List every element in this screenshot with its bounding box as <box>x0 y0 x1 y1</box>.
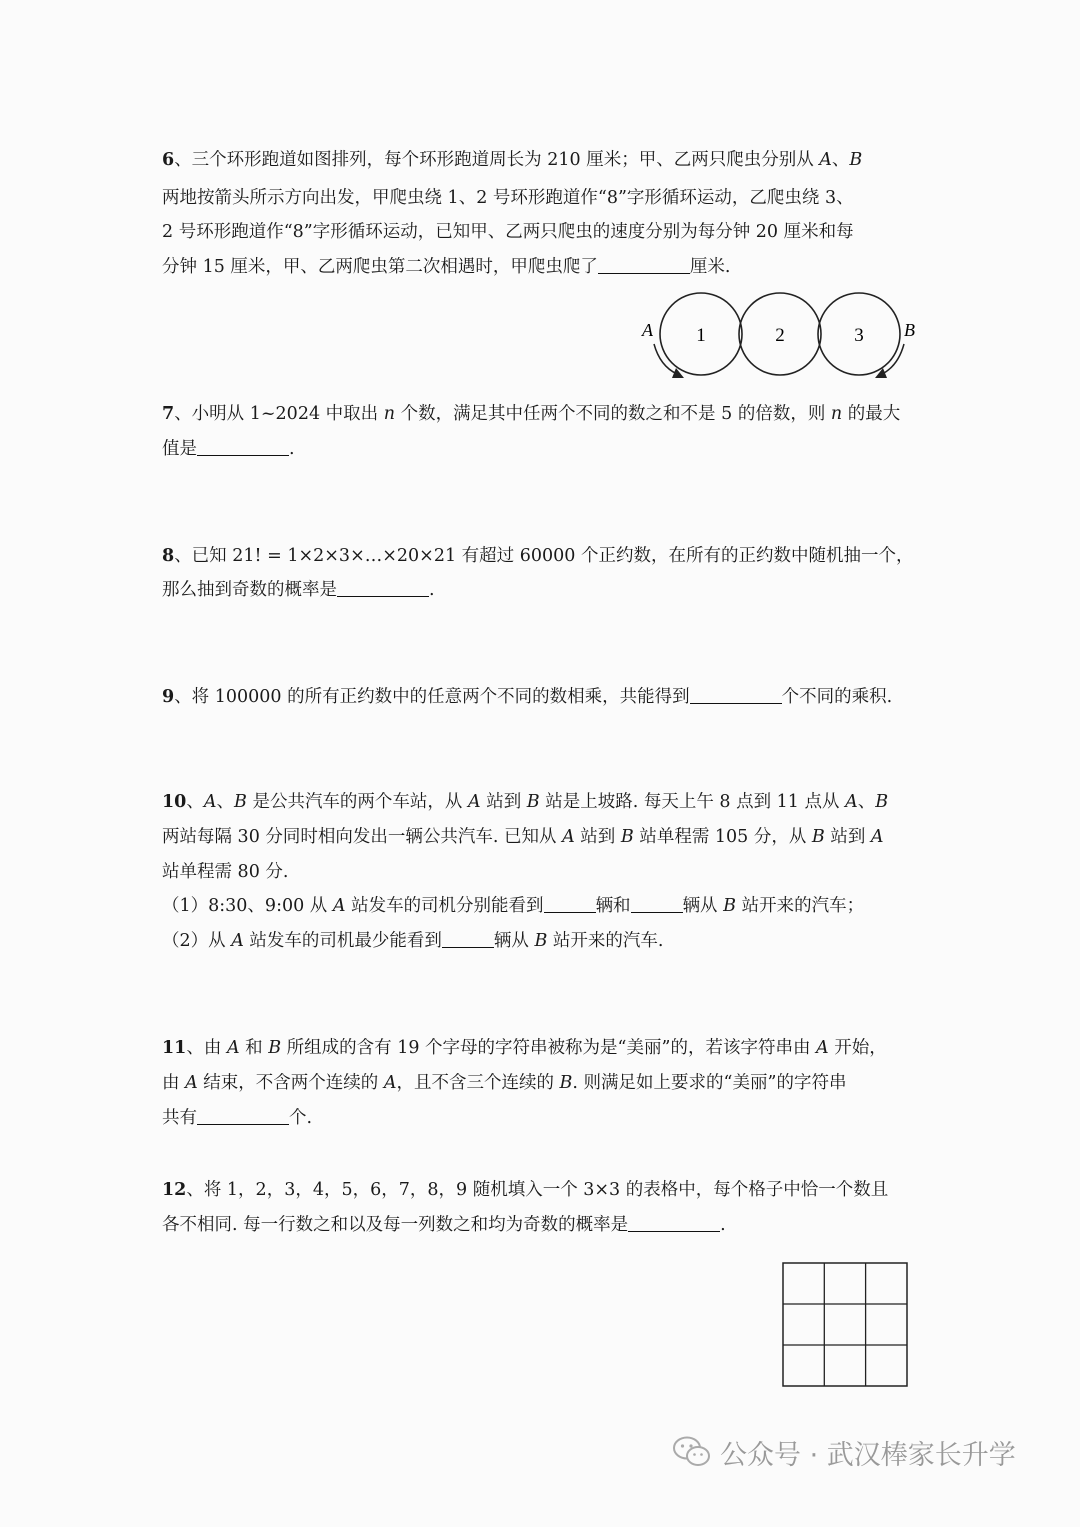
var-n: n <box>383 404 395 424</box>
q10-text: 站单程需 80 分. <box>162 862 289 882</box>
q10-text: 、 <box>216 792 234 812</box>
q12-text: . <box>720 1215 726 1235</box>
q7-line-2 <box>162 437 922 461</box>
var-b: B <box>849 150 863 170</box>
q10-text: （2）从 <box>162 931 232 951</box>
q7-text: 、小明从 1~2024 中取出 <box>174 404 384 424</box>
arrow-b-icon <box>882 344 904 374</box>
answer-blank[interactable] <box>337 578 429 597</box>
grid-figure <box>782 1262 910 1388</box>
var-b: B <box>526 792 540 812</box>
q8-line-1 <box>162 544 922 568</box>
q11-text: 、由 <box>186 1038 227 1058</box>
var-a: A <box>870 827 884 847</box>
var-b: B <box>268 1038 282 1058</box>
var-a: A <box>845 792 858 812</box>
q8-line-2 <box>162 578 922 602</box>
q12-line-2 <box>162 1213 922 1237</box>
q10-number: 10 <box>162 792 187 812</box>
q9-text: 个不同的乘积. <box>781 687 893 707</box>
q11-text: 个. <box>289 1108 313 1128</box>
var-n: n <box>830 404 843 424</box>
q7-line-1 <box>162 402 922 426</box>
var-a: A <box>332 896 346 916</box>
q10-text: 站到 <box>824 827 871 847</box>
point-b-label: B <box>904 320 915 340</box>
q9-text: 、将 100000 的所有正约数中的任意两个不同的数相乘，共能得到 <box>174 687 690 707</box>
q11-text: 共有 <box>162 1108 197 1128</box>
q10-part-2 <box>162 929 922 953</box>
q12-number: 12 <box>162 1180 187 1200</box>
circle-label-3: 3 <box>854 325 864 346</box>
q7-text: 的最大 <box>842 404 901 424</box>
var-a: A <box>468 792 481 812</box>
q7-text: 值是 <box>162 439 197 459</box>
answer-blank[interactable] <box>197 1106 289 1125</box>
q11-text: 结束，不含两个连续的 <box>197 1073 384 1093</box>
q6-text: 分钟 15 厘米，甲、乙两爬虫第二次相遇时，甲爬虫爬了 <box>162 257 598 277</box>
q8-text: 、已知 21! = 1×2×3×…×20×21 有超过 60000 个正约数，在所有的正约数中随机抽一个， <box>174 546 914 566</box>
q6-line-1 <box>162 148 922 172</box>
answer-blank[interactable] <box>631 894 683 913</box>
q7-text: . <box>289 439 295 459</box>
var-a: A <box>203 792 217 812</box>
q8-number: 8 <box>162 546 175 566</box>
grid-outline <box>783 1263 907 1386</box>
q10-text: 辆从 <box>682 896 724 916</box>
q11-line-3 <box>162 1106 922 1130</box>
answer-blank[interactable] <box>598 255 690 274</box>
var-a: A <box>383 1073 397 1093</box>
q11-line-2 <box>162 1071 922 1095</box>
q10-text: 辆和 <box>595 896 631 916</box>
var-b: B <box>811 827 825 847</box>
q10-text: 站开来的汽车. <box>547 931 664 951</box>
q12-line-1 <box>162 1178 922 1202</box>
var-b: B <box>559 1073 573 1093</box>
q6-text: 、三个环形跑道如图排列，每个环形跑道周长为 210 厘米；甲、乙两只爬虫分别从 <box>174 150 820 170</box>
watermark-text: 公众号 · 武汉棒家长升学 <box>720 1439 1016 1471</box>
q7-number: 7 <box>162 404 175 424</box>
q10-text: 站发车的司机最少能看到 <box>243 931 442 951</box>
q10-text: 站到 <box>574 827 621 847</box>
answer-blank[interactable] <box>197 437 289 456</box>
q10-line-2 <box>162 825 922 849</box>
q10-text: 辆从 <box>493 931 535 951</box>
watermark <box>672 1432 1016 1472</box>
q6-line-3 <box>162 220 922 244</box>
q11-text: 开始， <box>828 1038 887 1058</box>
q10-text: 两站每隔 30 分同时相向发出一辆公共汽车. 已知从 <box>162 827 563 847</box>
q6-text: 2 号环形跑道作“8”字形循环运动，已知甲、乙两只爬虫的速度分别为每分钟 20 厘米和每 <box>162 222 854 242</box>
q10-text: （1）8:30、9:00 从 <box>162 896 333 916</box>
q6-line-2 <box>162 186 922 210</box>
q11-text: . 则满足如上要求的“美丽”的字符串 <box>572 1073 847 1093</box>
var-b: B <box>723 896 737 916</box>
q10-text: 、 <box>186 792 204 812</box>
q10-text: 站开来的汽车； <box>736 896 865 916</box>
answer-blank[interactable] <box>628 1213 720 1232</box>
var-a: A <box>185 1073 198 1093</box>
var-b: B <box>234 792 247 812</box>
q11-text: ，且不含三个连续的 <box>396 1073 560 1093</box>
q10-text: 站发车的司机分别能看到 <box>345 896 544 916</box>
q10-text: 站到 <box>480 792 527 812</box>
q6-number: 6 <box>162 150 175 170</box>
arrow-a-icon <box>654 344 677 374</box>
q10-text: 、 <box>857 792 876 812</box>
q6-text: 两地按箭头所示方向出发，甲爬虫绕 1、2 号环形跑道作“8”字形循环运动，乙爬虫绕 3、 <box>162 188 854 208</box>
q9-line-1 <box>162 685 922 709</box>
q6-text: 、 <box>831 150 850 170</box>
q10-text: 站是上坡路. 每天上午 8 点到 11 点从 <box>539 792 846 812</box>
answer-blank[interactable] <box>442 929 494 948</box>
q10-part-1 <box>162 894 922 918</box>
var-a: A <box>226 1038 240 1058</box>
q11-number: 11 <box>162 1038 187 1058</box>
var-a: A <box>816 1038 829 1058</box>
point-a-label: A <box>642 320 653 340</box>
var-a: A <box>562 827 575 847</box>
q10-line-1 <box>162 790 922 814</box>
answer-blank[interactable] <box>544 894 596 913</box>
q10-line-3 <box>162 860 922 884</box>
track-figure <box>630 288 930 388</box>
answer-blank[interactable] <box>690 685 782 704</box>
var-a: A <box>231 931 244 951</box>
q7-text: 个数，满足其中任两个不同的数之和不是 5 的倍数，则 <box>395 404 831 424</box>
q11-line-1 <box>162 1036 922 1060</box>
circle-label-1: 1 <box>696 325 706 346</box>
wechat-icon <box>672 1435 712 1469</box>
q8-text: . <box>429 580 435 600</box>
q9-number: 9 <box>162 687 175 707</box>
var-a: A <box>819 150 832 170</box>
q10-text: 是公共汽车的两个车站，从 <box>246 792 468 812</box>
q12-text: 各不相同. 每一行数之和以及每一列数之和均为奇数的概率是 <box>162 1215 629 1235</box>
q10-text: 站单程需 105 分，从 <box>633 827 812 847</box>
var-b: B <box>875 792 889 812</box>
q8-text: 那么抽到奇数的概率是 <box>162 580 337 600</box>
q11-text: 和 <box>239 1038 269 1058</box>
q6-line-4 <box>162 255 922 279</box>
q12-text: 、将 1，2，3，4，5，6，7，8，9 随机填入一个 3×3 的表格中，每个格子中恰一个数且 <box>186 1180 889 1200</box>
circle-label-2: 2 <box>775 325 785 346</box>
q6-text: 厘米. <box>689 257 731 277</box>
var-b: B <box>534 931 548 951</box>
q11-text: 所组成的含有 19 个字母的字符串被称为是“美丽”的，若该字符串由 <box>281 1038 817 1058</box>
var-b: B <box>620 827 634 847</box>
q11-text: 由 <box>162 1073 186 1093</box>
